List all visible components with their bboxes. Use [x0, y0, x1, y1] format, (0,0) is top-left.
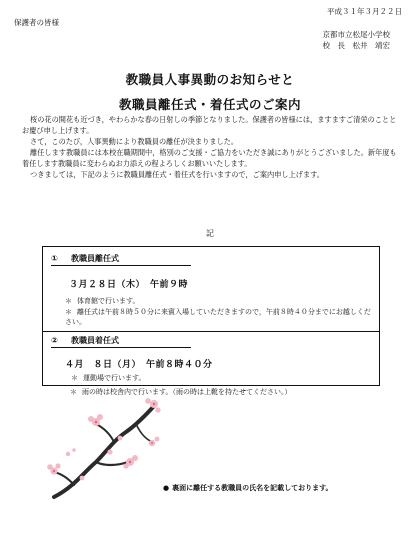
section-heading-welcome — [51, 335, 191, 348]
section-number: ② — [51, 336, 58, 345]
cherry-blossom-branch-illustration — [44, 392, 164, 502]
letter-date: 平成３１年３月２２日 — [327, 7, 402, 16]
body-text — [22, 114, 400, 180]
footer-note — [163, 483, 333, 493]
body-paragraph: 桜の花の開花も近づき，やわらかな春の日射しの季節となりました。保護者の皆様には，ますますご清栄のこととお慶び申し上げます。 — [22, 115, 397, 135]
title-line-1: 教職員人事異動のお知らせと — [125, 72, 295, 87]
sender-block — [323, 29, 391, 51]
footer-note-text: 裏面に離任する教職員の氏名を記載しております。 — [172, 484, 333, 492]
section-datetime-farewell: ３月２８日（木） 午前９時 — [69, 280, 189, 290]
section-datetime-welcome: ４月 ８日（月） 午前８時４０分 — [65, 360, 213, 370]
section-note: ＊ 体育館で行います。 — [65, 297, 140, 305]
section-title: 教職員離任式 — [71, 254, 119, 263]
ki-heading: 記 — [206, 229, 214, 238]
section-number: ① — [51, 254, 58, 263]
section-heading-farewell — [51, 253, 191, 266]
bullet-icon: ● — [163, 484, 170, 492]
schedule-box — [42, 246, 380, 386]
section-note: ＊ 離任式は午前８時５０分に来賓入場していただきますので，午前８時４０分までにお越しください。 — [65, 308, 371, 326]
principal-name: 校 長 松井 靖宏 — [322, 41, 390, 50]
title-line-2: 教職員離任式・着任式のご案内 — [118, 97, 301, 112]
section-divider — [43, 331, 379, 332]
body-paragraph: 離任します教職員には本校在職期間中，格別のご支援・ご協力をいただき誠にありがとうございました。新年度も着任します教職員に変わらぬお力添えの程よろしくお願いいたします。 — [22, 148, 397, 168]
recipient-line: 保護者の皆様 — [14, 18, 59, 27]
body-paragraph: つきましては，下記のように教職員離任式・着任式を行いますので，ご案内申し上げます。 — [30, 170, 324, 179]
section-note: ＊ 雨の時は校舎内で行います。（雨の時は上靴を持たせてください。） — [70, 388, 292, 396]
section-note: ＊ 運動場で行います。 — [71, 374, 146, 382]
body-paragraph: さて，このたび，人事異動により教職員の離任が決まりました。 — [30, 137, 239, 146]
school-name: 京都市立松尾小学校 — [322, 30, 390, 39]
section-title: 教職員着任式 — [71, 336, 119, 345]
